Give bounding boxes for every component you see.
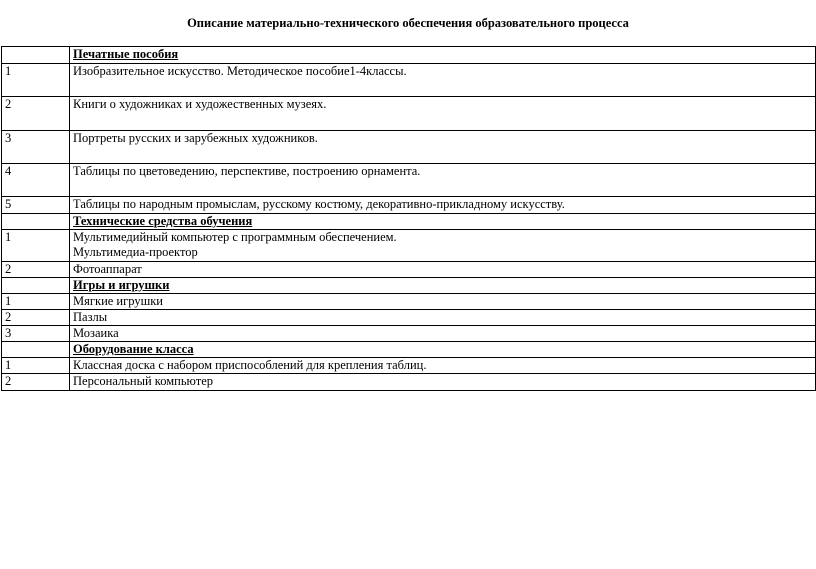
row-text-cell: Таблицы по цветоведению, перспективе, построению орнамента.: [70, 164, 816, 197]
table-row: [2, 310, 816, 326]
table-row: [2, 230, 816, 262]
document-title: Описание материально-технического обеспечения образовательного процесса: [187, 16, 629, 30]
row-number-cell: 1: [2, 64, 70, 97]
table-row: [2, 374, 816, 391]
row-number-cell: 1: [2, 358, 70, 374]
row-text-line: Мультимедийный компьютер с программным обеспечением.: [73, 230, 397, 244]
row-text-cell: [70, 230, 816, 262]
row-number-cell: 5: [2, 197, 70, 214]
row-text-cell: Мягкие игрушки: [70, 294, 816, 310]
row-number-cell: 3: [2, 131, 70, 164]
section-header-row: [2, 278, 816, 294]
table-row: [2, 294, 816, 310]
row-number-cell: 2: [2, 310, 70, 326]
row-text-cell: Классная доска с набором приспособлений для крепления таблиц.: [70, 358, 816, 374]
row-number-cell: 2: [2, 262, 70, 278]
row-number-cell: 3: [2, 326, 70, 342]
row-number-cell: 2: [2, 374, 70, 391]
materials-table: [1, 46, 816, 391]
row-text-cell: Книги о художниках и художественных музеях.: [70, 97, 816, 131]
row-number-cell: 2: [2, 97, 70, 131]
row-text-cell: Таблицы по народным промыслам, русскому костюму, декоративно-прикладному искусству.: [70, 197, 816, 214]
row-number-cell: 4: [2, 164, 70, 197]
row-number-cell: 1: [2, 230, 70, 262]
row-text-cell: Фотоаппарат: [70, 262, 816, 278]
table-row: [2, 326, 816, 342]
row-number-cell: [2, 47, 70, 64]
row-text-cell: Пазлы: [70, 310, 816, 326]
row-number-cell: [2, 214, 70, 230]
table-row: [2, 197, 816, 214]
row-text-cell: Мозаика: [70, 326, 816, 342]
section-header-row: [2, 214, 816, 230]
section-heading: Технические средства обучения: [70, 214, 816, 230]
section-heading: Печатные пособия: [70, 47, 816, 64]
table-row: [2, 97, 816, 131]
row-text-cell: Портреты русских и зарубежных художников.: [70, 131, 816, 164]
table-row: [2, 164, 816, 197]
row-text-cell: Изобразительное искусство. Методическое пособие1-4классы.: [70, 64, 816, 97]
table-row: [2, 64, 816, 97]
row-number-cell: [2, 342, 70, 358]
row-text-cell: Персональный компьютер: [70, 374, 816, 391]
row-number-cell: 1: [2, 294, 70, 310]
table-row: [2, 131, 816, 164]
row-number-cell: [2, 278, 70, 294]
row-text-line: Мультимедиа-проектор: [73, 245, 198, 259]
table-row: [2, 358, 816, 374]
table-row: [2, 262, 816, 278]
section-heading: Оборудование класса: [70, 342, 816, 358]
section-heading: Игры и игрушки: [70, 278, 816, 294]
section-header-row: [2, 47, 816, 64]
section-header-row: [2, 342, 816, 358]
